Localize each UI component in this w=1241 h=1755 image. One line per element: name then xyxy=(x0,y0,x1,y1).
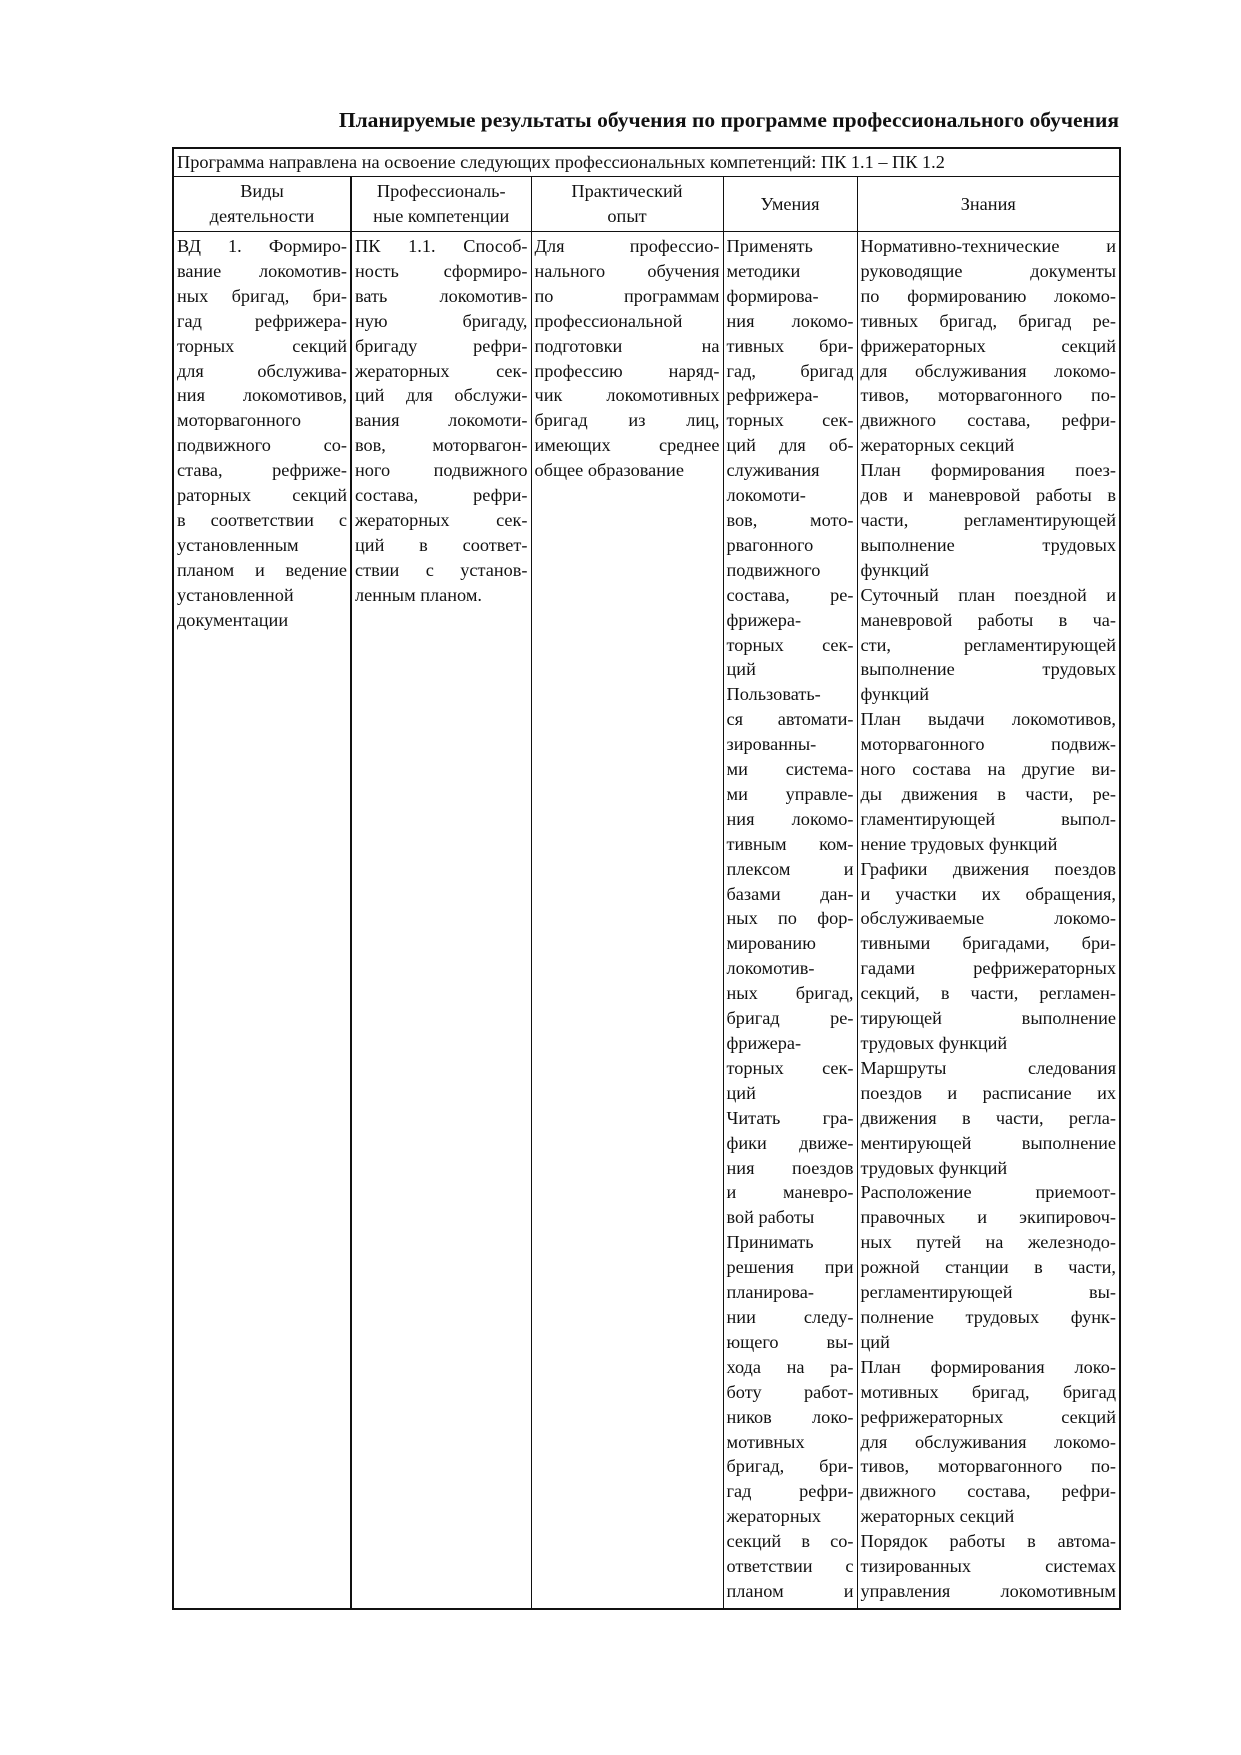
text-line: ций для обслужи- xyxy=(355,385,528,406)
text-line: обслуживаемые локомо- xyxy=(860,908,1116,929)
text-line: Маршруты следования xyxy=(860,1057,1116,1078)
header-line: Практический xyxy=(571,181,683,201)
text-line: тивными бригадами, бри- xyxy=(860,933,1116,954)
text-line: фрижераторных секций xyxy=(860,335,1116,356)
text-line: ций xyxy=(860,1331,890,1352)
text-line: раторных секций xyxy=(177,485,347,506)
header-line: деятельности xyxy=(209,206,315,226)
text-line: по программам xyxy=(534,285,720,306)
text-line: ми управле- xyxy=(726,783,854,804)
text-line: ющего вы- xyxy=(726,1331,854,1352)
text-line: ций в соответ- xyxy=(355,534,528,555)
text-line: тивным ком- xyxy=(726,833,854,854)
text-line: Для профессио- xyxy=(534,236,720,256)
text-line: формирова- xyxy=(726,285,819,306)
text-line: бригад ре- xyxy=(726,1008,854,1029)
text-line: моторвагонного xyxy=(177,410,302,431)
text-line: по формированию локомо- xyxy=(860,285,1116,306)
cell-paragraph xyxy=(355,234,528,608)
text-line: движения в части, регла- xyxy=(860,1107,1116,1128)
text-line: функций xyxy=(860,559,930,580)
header-practical-experience xyxy=(531,177,723,232)
header-professional-competencies xyxy=(351,177,531,232)
cell-paragraph xyxy=(861,1529,1117,1604)
text-line: жераторных сек- xyxy=(355,509,528,530)
text-line: моторвагонного подвиж- xyxy=(860,734,1116,755)
text-line: Порядок работы в автома- xyxy=(860,1531,1116,1552)
text-line: торных сек- xyxy=(726,1057,854,1078)
text-line: функций xyxy=(860,684,930,705)
text-line: План выдачи локомотивов, xyxy=(860,709,1116,730)
text-line: подвижного со- xyxy=(177,435,347,456)
text-line: ников локо- xyxy=(726,1406,854,1427)
text-line: нение трудовых функций xyxy=(860,833,1058,854)
text-line: План формирования поез- xyxy=(860,460,1116,481)
text-line: тивных бригад, бригад ре- xyxy=(860,310,1116,331)
text-line: боту работ- xyxy=(726,1381,854,1402)
activity-types-cell xyxy=(173,232,351,1610)
text-line: полнение трудовых функ- xyxy=(860,1306,1116,1327)
text-line: плексом и xyxy=(726,858,854,879)
text-line: План формирования локо- xyxy=(860,1356,1116,1377)
text-line: тизированных системах xyxy=(860,1556,1116,1577)
text-line: торных сек- xyxy=(726,410,854,431)
text-line: дов и маневровой работы в xyxy=(860,485,1116,506)
text-line: части, регламентирующей xyxy=(860,509,1116,530)
cell-paragraph xyxy=(861,234,1117,458)
text-line: ных по фор- xyxy=(726,908,854,929)
intro-row xyxy=(173,148,1120,177)
text-line: вание локомотив- xyxy=(177,260,347,281)
header-line: опыт xyxy=(607,206,647,226)
text-line: ций для об- xyxy=(726,435,854,456)
text-line: Применять xyxy=(726,236,813,256)
text-line: локомотив- xyxy=(726,958,815,979)
text-line: профессиональной xyxy=(534,310,683,331)
text-line: имеющих среднее xyxy=(534,435,720,456)
text-line: состава, рефри- xyxy=(355,485,528,506)
text-line: ния локомо- xyxy=(726,310,854,331)
text-line: чик локомотивных xyxy=(534,385,720,406)
skills-cell xyxy=(723,232,857,1610)
text-line: бригад из лиц, xyxy=(534,410,720,431)
text-line: движного состава, рефри- xyxy=(860,1481,1116,1502)
text-line: планирова- xyxy=(726,1282,814,1303)
text-line: служивания xyxy=(726,460,820,481)
text-line: руководящие документы xyxy=(860,260,1116,281)
text-line: для обслуживания локомо- xyxy=(860,360,1116,381)
text-line: установленной xyxy=(177,584,294,605)
text-line: вать локомотив- xyxy=(355,285,528,306)
text-line: и участки их обращения, xyxy=(860,883,1116,904)
text-line: бригаду рефри- xyxy=(355,335,528,356)
text-line: ных бригад, xyxy=(726,983,854,1004)
text-line: установленным xyxy=(177,534,299,555)
text-line: ций xyxy=(726,1082,756,1103)
text-line: фики движе- xyxy=(726,1132,854,1153)
text-line: ленным планом. xyxy=(355,584,482,605)
text-line: Читать гра- xyxy=(726,1107,854,1128)
text-line: профессию наряд- xyxy=(534,360,720,381)
text-line: базами дан- xyxy=(726,883,854,904)
text-line: ПК 1.1. Способ- xyxy=(355,236,528,256)
table-row xyxy=(173,232,1120,1610)
text-line: Суточный план поездной и xyxy=(860,584,1116,605)
cell-paragraph xyxy=(861,707,1117,856)
text-line: методики xyxy=(726,260,801,281)
cell-paragraph xyxy=(861,857,1117,1056)
text-line: жераторных сек- xyxy=(355,360,528,381)
text-line: гад рефрижера- xyxy=(177,310,347,331)
text-line: трудовых функций xyxy=(860,1033,1008,1053)
text-line: ния локомо- xyxy=(726,808,854,829)
text-line: Пользовать- xyxy=(726,684,821,705)
text-line: рожной станции в части, xyxy=(860,1257,1116,1278)
header-line: Умения xyxy=(760,193,820,214)
text-line: става, рефриже- xyxy=(177,460,347,481)
cell-paragraph xyxy=(535,234,720,483)
text-line: ды движения в части, ре- xyxy=(860,783,1116,804)
header-skills xyxy=(723,177,857,232)
header-knowledge xyxy=(857,177,1120,232)
text-line: ментирующей выполнение xyxy=(860,1132,1116,1153)
practical-experience-cell xyxy=(531,232,723,1610)
text-line: секций в со- xyxy=(726,1531,854,1552)
text-line: ния поездов xyxy=(726,1157,854,1178)
text-line: бригад, бри- xyxy=(726,1456,854,1477)
header-line: ные компетенции xyxy=(373,206,510,226)
text-line: фрижера- xyxy=(726,609,802,630)
cell-paragraph xyxy=(861,1056,1117,1181)
text-line: нального обучения xyxy=(534,260,720,281)
cell-paragraph xyxy=(727,1106,854,1231)
header-line: Профессиональ- xyxy=(376,181,506,201)
cell-paragraph xyxy=(861,583,1117,708)
text-line: ми система- xyxy=(726,759,854,780)
text-line: рефрижера- xyxy=(726,385,819,406)
text-line: ВД 1. Формиро- xyxy=(177,236,347,256)
text-line: торных секций xyxy=(177,335,347,356)
text-line: жераторных секций xyxy=(860,1506,1015,1527)
document-title: Планируемые результаты обучения по программе профессионального обучения xyxy=(338,108,1119,132)
text-line: ного состава на другие ви- xyxy=(860,759,1116,780)
header-line: Знания xyxy=(960,193,1016,214)
text-line: гад рефри- xyxy=(726,1481,854,1502)
cell-paragraph xyxy=(177,234,347,633)
text-line: управления локомотивным xyxy=(860,1580,1116,1601)
text-line: вой работы xyxy=(726,1207,815,1228)
text-line: маневровой работы в ча- xyxy=(860,609,1116,630)
cell-paragraph xyxy=(727,234,854,682)
text-line: нии следу- xyxy=(726,1306,854,1327)
text-line: общее образование xyxy=(534,460,684,481)
text-line: Расположение приемоот- xyxy=(860,1182,1116,1203)
text-line: тивных бри- xyxy=(726,335,854,356)
text-line: вания локомоти- xyxy=(355,410,528,431)
competencies-cell xyxy=(351,232,531,1610)
text-line: ных бригад, бри- xyxy=(177,285,347,306)
text-line: жераторных секций xyxy=(860,435,1015,456)
cell-paragraph xyxy=(861,458,1117,583)
text-line: подвижного xyxy=(726,559,821,580)
cell-paragraph xyxy=(861,1355,1117,1529)
text-line: тирующей выполнение xyxy=(860,1008,1116,1029)
text-line: для обслуживания локомо- xyxy=(860,1431,1116,1452)
text-line: решения при xyxy=(726,1257,854,1278)
text-line: зированны- xyxy=(726,734,817,755)
header-activity-types xyxy=(173,177,351,232)
text-line: ций xyxy=(726,659,756,680)
text-line: тивов, моторвагонного по- xyxy=(860,385,1116,406)
cell-paragraph xyxy=(727,1230,854,1604)
text-line: Нормативно-технические и xyxy=(860,236,1116,256)
text-line: рефрижераторных секций xyxy=(860,1406,1116,1427)
header-line: Виды xyxy=(240,181,284,201)
text-line: и маневро- xyxy=(726,1182,854,1203)
text-line: тивов, моторвагонного по- xyxy=(860,1456,1116,1477)
text-line: планом и xyxy=(726,1580,854,1601)
text-line: фрижера- xyxy=(726,1033,802,1053)
text-line: поездов и расписание их xyxy=(860,1082,1116,1103)
text-line: состава, ре- xyxy=(726,584,854,605)
text-line: планом и ведение xyxy=(177,559,347,580)
text-line: рвагонного xyxy=(726,534,814,555)
text-line: ся автомати- xyxy=(726,709,854,730)
text-line: ную бригаду, xyxy=(355,310,528,331)
text-line: хода на ра- xyxy=(726,1356,854,1377)
text-line: жераторных xyxy=(726,1506,822,1527)
text-line: Графики движения поездов xyxy=(860,858,1116,879)
text-line: гламентирующей выпол- xyxy=(860,808,1116,829)
cell-paragraph xyxy=(861,1180,1117,1354)
text-line: мотивных xyxy=(726,1431,805,1452)
text-line: в соответствии с xyxy=(177,509,347,530)
cell-paragraph xyxy=(727,682,854,1105)
text-line: ного подвижного xyxy=(355,460,528,481)
text-line: выполнение трудовых xyxy=(860,534,1116,555)
text-line: ния локомотивов, xyxy=(177,385,347,406)
text-line: гадами рефрижераторных xyxy=(860,958,1116,979)
text-line: торных сек- xyxy=(726,634,854,655)
text-line: вов, мото- xyxy=(726,509,854,530)
intro-text: Программа направлена на освоение следующих профессиональных компетенций: ПК 1.1 – ПК 1.2 xyxy=(173,148,1120,177)
text-line: регламентирующей вы- xyxy=(860,1282,1116,1303)
knowledge-cell xyxy=(857,232,1120,1610)
text-line: секций, в части, регламен- xyxy=(860,983,1116,1004)
text-line: для обслужива- xyxy=(177,360,347,381)
text-line: вов, моторвагон- xyxy=(355,435,528,456)
text-line: гад, бригад xyxy=(726,360,854,381)
text-line: локомоти- xyxy=(726,485,806,506)
text-line: сти, регламентирующей xyxy=(860,634,1116,655)
text-line: документации xyxy=(177,609,289,630)
text-line: мированию xyxy=(726,933,816,954)
text-line: ответствии с xyxy=(726,1556,854,1577)
text-line: мотивных бригад, бригад xyxy=(860,1381,1116,1402)
text-line: трудовых функций xyxy=(860,1157,1008,1178)
text-line: ных путей на железнодо- xyxy=(860,1232,1116,1253)
text-line: ствии с установ- xyxy=(355,559,528,580)
text-line: ность сформиро- xyxy=(355,260,528,281)
header-row xyxy=(173,177,1120,232)
text-line: Принимать xyxy=(726,1232,814,1253)
text-line: подготовки на xyxy=(534,335,720,356)
text-line: выполнение трудовых xyxy=(860,659,1116,680)
text-line: движного состава, рефри- xyxy=(860,410,1116,431)
text-line: правочных и экипировоч- xyxy=(860,1207,1116,1228)
learning-outcomes-table xyxy=(172,147,1121,1610)
